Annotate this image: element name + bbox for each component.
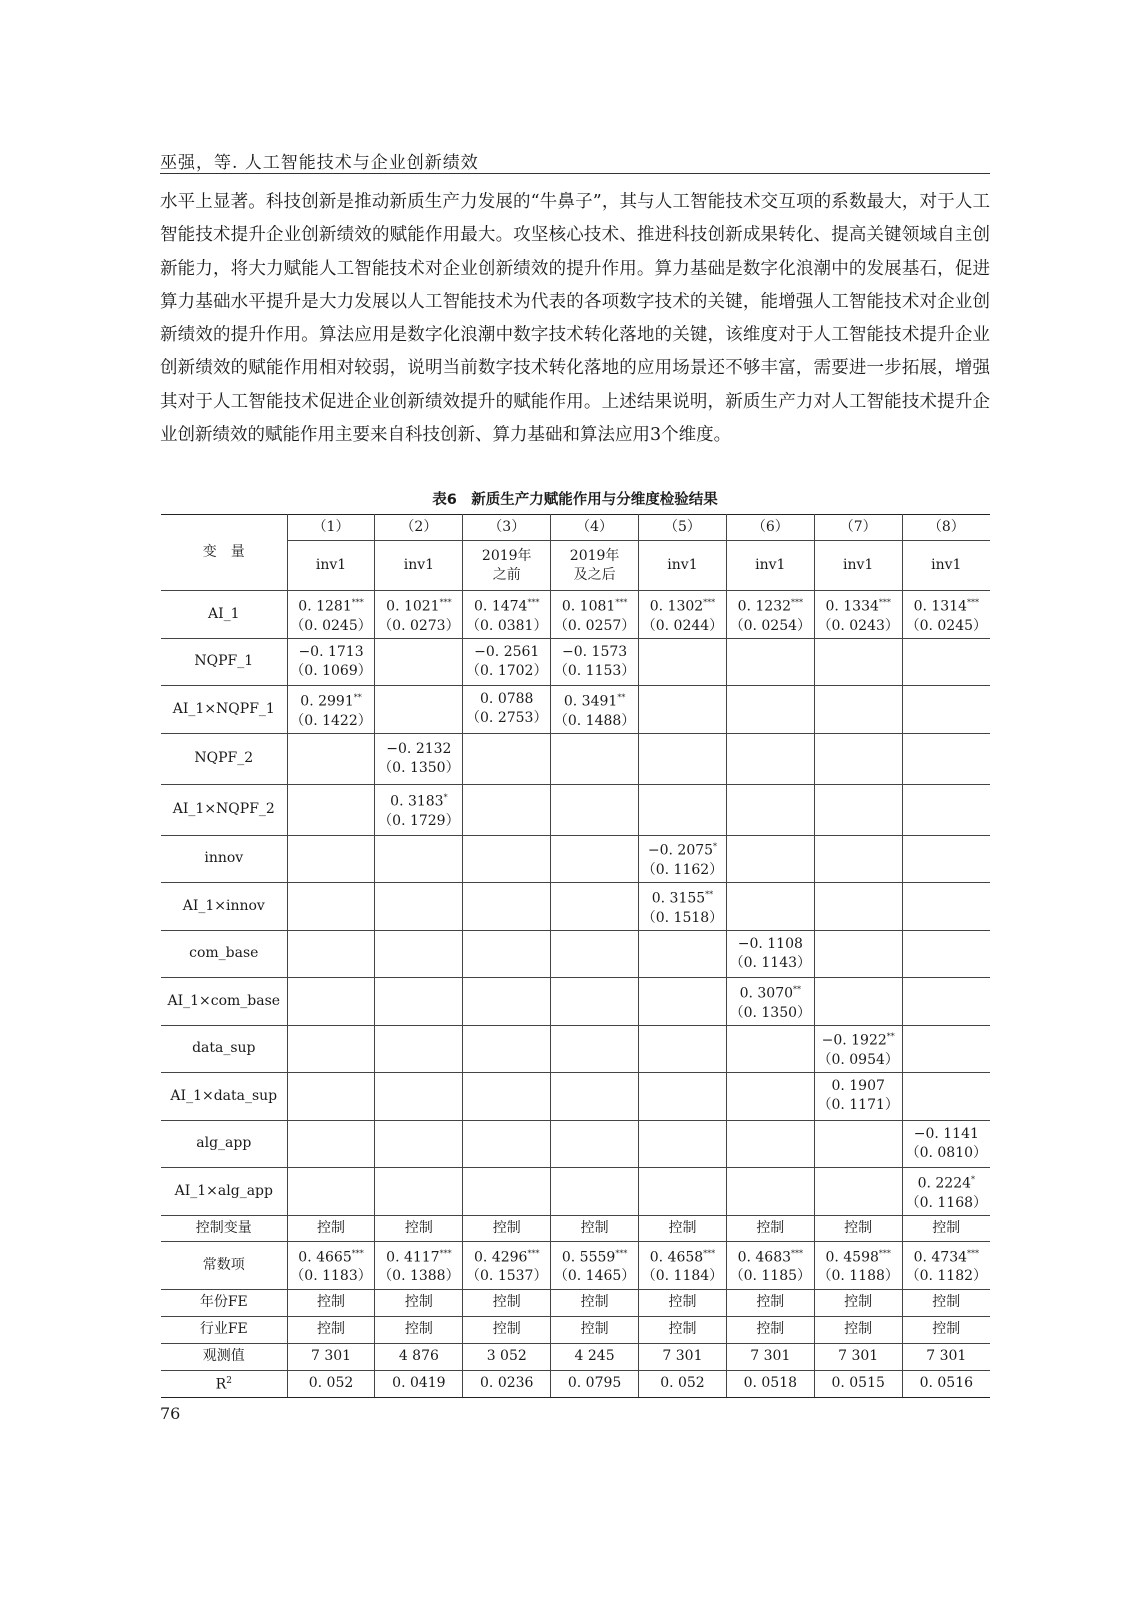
table-cell: 控制 (375, 1289, 463, 1316)
table-cell (463, 1120, 551, 1168)
table-cell: 0. 4734*** （0. 1182） (902, 1241, 990, 1289)
table-row (161, 883, 990, 931)
table-cell (814, 686, 902, 734)
table-cell: 7 301 (902, 1343, 990, 1370)
table-cell (639, 1025, 727, 1073)
table-cell (287, 930, 375, 978)
table-cell (287, 1168, 375, 1216)
column-label: inv1 (814, 541, 902, 591)
table-cell: 控制 (902, 1316, 990, 1343)
table-cell: 0. 1281*** （0. 0245） (287, 591, 375, 639)
table-cell: 0. 0795 (551, 1370, 639, 1397)
table-cell (639, 1073, 727, 1121)
table-cell (375, 1120, 463, 1168)
table-row (161, 1120, 990, 1168)
table-cell: −0. 1922** （0. 0954） (814, 1025, 902, 1073)
table-cell: 控制 (463, 1215, 551, 1241)
table-cell: 7 301 (287, 1343, 375, 1370)
table-cell: 0. 0419 (375, 1370, 463, 1397)
table-cell: 控制 (814, 1215, 902, 1241)
table-cell (375, 1073, 463, 1121)
table-cell: 控制 (287, 1316, 375, 1343)
row-label: alg_app (161, 1120, 287, 1168)
table-cell: 0. 0518 (726, 1370, 814, 1397)
table-cell (551, 1073, 639, 1121)
table-cell (726, 638, 814, 686)
row-label: AI_1×data_sup (161, 1073, 287, 1121)
table-cell (287, 784, 375, 835)
table-row (161, 1168, 990, 1216)
table-row (161, 978, 990, 1026)
table-cell (463, 784, 551, 835)
table-row (161, 1241, 990, 1289)
table-cell (463, 733, 551, 784)
table-cell (375, 1168, 463, 1216)
table-cell (726, 686, 814, 734)
table-cell (726, 835, 814, 883)
results-table (161, 514, 990, 1398)
table-cell (287, 1025, 375, 1073)
table-cell (551, 1168, 639, 1216)
table-cell: 0. 3183* （0. 1729） (375, 784, 463, 835)
table-cell (287, 1073, 375, 1121)
table-cell: 0. 0516 (902, 1370, 990, 1397)
table-row (161, 1073, 990, 1121)
table-cell: 7 301 (814, 1343, 902, 1370)
table-row (161, 1370, 990, 1397)
table-cell: −0. 1573 （0. 1153） (551, 638, 639, 686)
column-number: （3） (463, 515, 551, 541)
table-cell: 0. 0515 (814, 1370, 902, 1397)
table-cell: 控制 (726, 1215, 814, 1241)
table-row (161, 686, 990, 734)
table-cell: 控制 (639, 1215, 727, 1241)
table-cell: 控制 (902, 1215, 990, 1241)
table-cell: 控制 (463, 1316, 551, 1343)
table-cell (375, 883, 463, 931)
table-cell (375, 930, 463, 978)
row-label: AI_1×NQPF_2 (161, 784, 287, 835)
table-cell (726, 784, 814, 835)
column-number: （7） (814, 515, 902, 541)
table-cell (463, 1168, 551, 1216)
column-label: inv1 (726, 541, 814, 591)
table-cell (287, 835, 375, 883)
table-cell (814, 835, 902, 883)
table-cell (726, 1073, 814, 1121)
column-label: inv1 (375, 541, 463, 591)
table-cell (639, 686, 727, 734)
header-rule (160, 173, 990, 174)
table-cell: 控制 (726, 1316, 814, 1343)
table-cell: 0. 1474*** （0. 0381） (463, 591, 551, 639)
table-cell (814, 733, 902, 784)
table-cell: 0. 4598*** （0. 1188） (814, 1241, 902, 1289)
column-label: inv1 (902, 541, 990, 591)
table-cell: −0. 2075* （0. 1162） (639, 835, 727, 883)
column-label: 2019年 之前 (463, 541, 551, 591)
table-cell: 控制 (726, 1289, 814, 1316)
table-cell: 控制 (902, 1289, 990, 1316)
table-cell (551, 978, 639, 1026)
table-cell (902, 784, 990, 835)
table-cell: 控制 (463, 1289, 551, 1316)
table-cell (902, 686, 990, 734)
table-cell (902, 835, 990, 883)
table-cell (902, 1025, 990, 1073)
table-cell: 控制 (375, 1316, 463, 1343)
table-cell: 0. 4658*** （0. 1184） (639, 1241, 727, 1289)
table-cell (814, 1168, 902, 1216)
table-cell (375, 1025, 463, 1073)
table-cell (551, 930, 639, 978)
table-cell: −0. 1141 （0. 0810） (902, 1120, 990, 1168)
table-row (161, 733, 990, 784)
row-label: data_sup (161, 1025, 287, 1073)
table-cell: 控制 (551, 1215, 639, 1241)
table-row (161, 591, 990, 639)
table-cell (902, 930, 990, 978)
table-cell: 0. 1907 （0. 1171） (814, 1073, 902, 1121)
table-cell: 控制 (551, 1289, 639, 1316)
row-label: 行业FE (161, 1316, 287, 1343)
table-cell (463, 1073, 551, 1121)
table-cell (814, 784, 902, 835)
table-cell: 控制 (639, 1289, 727, 1316)
table-cell (726, 733, 814, 784)
table-cell: 控制 (814, 1316, 902, 1343)
table-cell: 0. 0236 (463, 1370, 551, 1397)
column-number: （8） (902, 515, 990, 541)
table-cell (287, 883, 375, 931)
header-row-numbers (161, 515, 990, 541)
table-cell (902, 883, 990, 931)
column-label: inv1 (287, 541, 375, 591)
table-cell (463, 978, 551, 1026)
column-number: （5） (639, 515, 727, 541)
table-cell: 0. 4665*** （0. 1183） (287, 1241, 375, 1289)
row-label: AI_1×alg_app (161, 1168, 287, 1216)
table-cell: −0. 2132 （0. 1350） (375, 733, 463, 784)
table-row (161, 1316, 990, 1343)
table-cell (551, 883, 639, 931)
table-cell (375, 686, 463, 734)
table-cell (639, 930, 727, 978)
row-label: AI_1×innov (161, 883, 287, 931)
table-cell: 0. 052 (639, 1370, 727, 1397)
table-cell: 3 052 (463, 1343, 551, 1370)
table-cell: 0. 2991** （0. 1422） (287, 686, 375, 734)
table-cell (639, 978, 727, 1026)
table-cell: 7 301 (726, 1343, 814, 1370)
table-cell: −0. 1108 （0. 1143） (726, 930, 814, 978)
table-cell (639, 1120, 727, 1168)
table-cell (551, 1025, 639, 1073)
table-cell (375, 978, 463, 1026)
column-number: （1） (287, 515, 375, 541)
table-cell (902, 1073, 990, 1121)
table-cell: 控制 (814, 1289, 902, 1316)
table-cell: 0. 1021*** （0. 0273） (375, 591, 463, 639)
table-cell (287, 978, 375, 1026)
table-cell (814, 930, 902, 978)
table-cell (814, 638, 902, 686)
table-cell (726, 1025, 814, 1073)
table-cell (375, 638, 463, 686)
table-cell (639, 733, 727, 784)
table-cell (463, 883, 551, 931)
table-cell (551, 1120, 639, 1168)
table-cell (375, 835, 463, 883)
table-cell: 0. 3491** （0. 1488） (551, 686, 639, 734)
table-cell (463, 835, 551, 883)
table-cell: 0. 052 (287, 1370, 375, 1397)
page-number: 76 (160, 1404, 181, 1423)
table-cell (726, 883, 814, 931)
table-row (161, 1289, 990, 1316)
table-cell: −0. 1713 （0. 1069） (287, 638, 375, 686)
table-cell (639, 638, 727, 686)
table-row (161, 1215, 990, 1241)
table-cell (287, 733, 375, 784)
table-row (161, 784, 990, 835)
table-cell: 7 301 (639, 1343, 727, 1370)
row-label: AI_1×com_base (161, 978, 287, 1026)
table-cell (463, 930, 551, 978)
table-row (161, 930, 990, 978)
table-cell: 4 876 (375, 1343, 463, 1370)
table-cell: 0. 1081*** （0. 0257） (551, 591, 639, 639)
column-number: （2） (375, 515, 463, 541)
table-cell: −0. 2561 （0. 1702） (463, 638, 551, 686)
table-cell (814, 1120, 902, 1168)
table-cell: 0. 3155** （0. 1518） (639, 883, 727, 931)
table-cell: 0. 0788 （0. 2753） (463, 686, 551, 734)
table-cell (463, 1025, 551, 1073)
column-number: （4） (551, 515, 639, 541)
row-label: NQPF_1 (161, 638, 287, 686)
table-cell (726, 1120, 814, 1168)
table-cell (726, 1168, 814, 1216)
table-cell: 0. 1302*** （0. 0244） (639, 591, 727, 639)
table-cell (551, 835, 639, 883)
body-paragraph: 水平上显著。科技创新是推动新质生产力发展的“牛鼻子”，其与人工智能技术交互项的系数最大，对于人工智能技术提升企业创新绩效的赋能作用最大。攻坚核心技术、推进科技创新成果转化、提高关键领域自主创新能力，将大力赋能人工智能技术对企业创新绩效的提升作用。算力基础是数字化浪潮中的发展基石，促进算力基础水平提升是大力发展以人工智能技术为代表的各项数字技术的关键，能增强人工智能技术对企业创新绩效的提升作用。算法应用是数字化浪潮中数字技术转化落地的关键，该维度对于人工智能技术提升企业创新绩效的赋能作用相对较弱，说明当前数字技术转化落地的应用场景还不够丰富，需要进一步拓展，增强其对于人工智能技术促进企业创新绩效提升的赋能作用。上述结果说明，新质生产力对人工智能技术提升企业创新绩效的赋能作用主要来自科技创新、算力基础和算法应用3个维度。 (160, 192, 990, 446)
table-cell: 0. 4117*** （0. 1388） (375, 1241, 463, 1289)
row-label: 控制变量 (161, 1215, 287, 1241)
table-cell (902, 978, 990, 1026)
table-cell: 控制 (551, 1316, 639, 1343)
table-cell: 0. 1314*** （0. 0245） (902, 591, 990, 639)
table-cell (639, 1168, 727, 1216)
row-label: com_base (161, 930, 287, 978)
column-label: 2019年 及之后 (551, 541, 639, 591)
row-label: innov (161, 835, 287, 883)
table-cell: 控制 (287, 1215, 375, 1241)
row-label: $R^2$ (161, 1370, 287, 1397)
table-cell: 0. 4296*** （0. 1537） (463, 1241, 551, 1289)
table-row (161, 1343, 990, 1370)
table-cell (902, 638, 990, 686)
table-cell: 控制 (639, 1316, 727, 1343)
table-cell (551, 733, 639, 784)
stub-header: 变 量 (161, 515, 287, 591)
table-cell: 0. 1334*** （0. 0243） (814, 591, 902, 639)
table-cell: 4 245 (551, 1343, 639, 1370)
table-caption: 表6 新质生产力赋能作用与分维度检验结果 (432, 492, 718, 508)
row-label: 年份FE (161, 1289, 287, 1316)
table-cell: 控制 (287, 1289, 375, 1316)
running-head: 巫强，等. 人工智能技术与企业创新绩效 (160, 153, 479, 173)
table-cell: 控制 (375, 1215, 463, 1241)
table-row (161, 835, 990, 883)
table-cell (551, 784, 639, 835)
table-cell: 0. 5559*** （0. 1465） (551, 1241, 639, 1289)
column-label: inv1 (639, 541, 727, 591)
table-cell: 0. 1232*** （0. 0254） (726, 591, 814, 639)
table-cell (814, 883, 902, 931)
table-cell: 0. 4683*** （0. 1185） (726, 1241, 814, 1289)
table-row (161, 1025, 990, 1073)
table-cell (639, 784, 727, 835)
table-cell (287, 1120, 375, 1168)
row-label: NQPF_2 (161, 733, 287, 784)
table-cell (902, 733, 990, 784)
column-number: （6） (726, 515, 814, 541)
table-cell (814, 978, 902, 1026)
row-label: 观测值 (161, 1343, 287, 1370)
row-label: AI_1×NQPF_1 (161, 686, 287, 734)
table-cell: 0. 3070** （0. 1350） (726, 978, 814, 1026)
row-label: 常数项 (161, 1241, 287, 1289)
table-row (161, 638, 990, 686)
table-cell: 0. 2224* （0. 1168） (902, 1168, 990, 1216)
row-label: AI_1 (161, 591, 287, 639)
